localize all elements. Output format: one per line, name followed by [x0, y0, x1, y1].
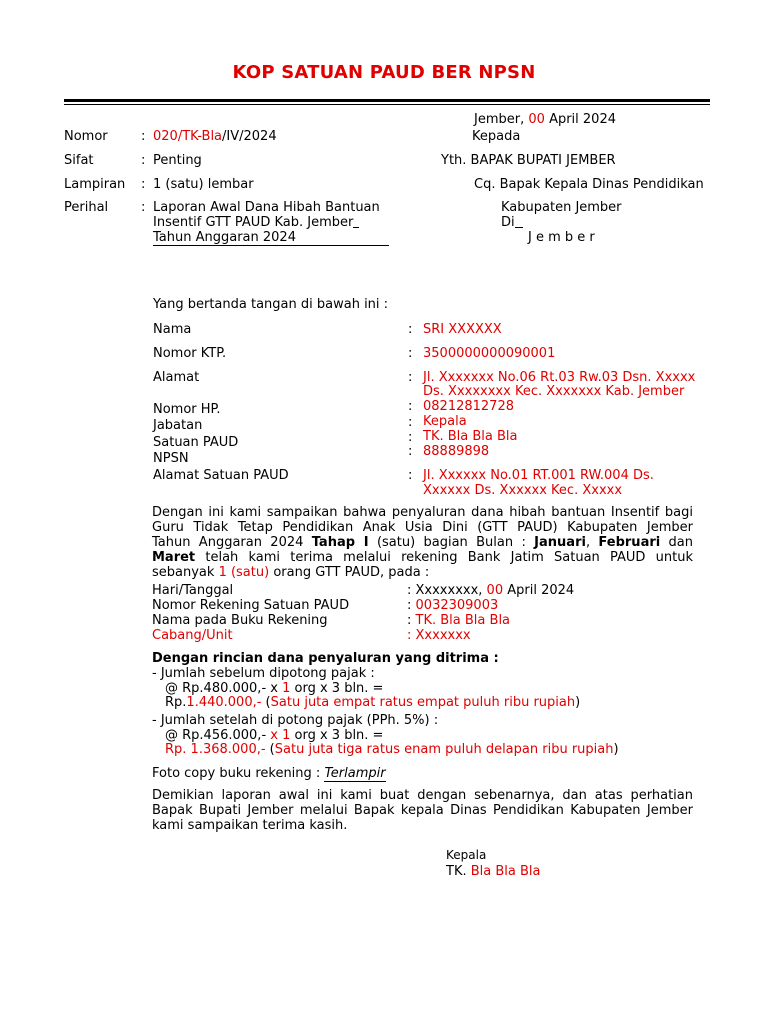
letterhead-divider-thick	[64, 99, 710, 102]
perihal-line-2: Insentif GTT PAUD Kab. Jember	[153, 215, 359, 230]
cabang-value: : Xxxxxxx	[407, 628, 471, 643]
paragraph-line: Guru Tidak Tetap Pendidikan Anak Usia Dini (GTT PAUD) Kabupaten Jember	[152, 520, 693, 535]
hp-value: 08212812728	[423, 399, 514, 414]
paragraph-line: Maret telah kami terima melalui rekening Bank Jatim Satuan PAUD untuk	[152, 550, 693, 565]
cabang-label: Cabang/Unit	[152, 628, 233, 643]
nama-buku-value: : TK. Bla Bla Bla	[407, 613, 511, 628]
perihal-line-1: Laporan Awal Dana Hibah Bantuan	[153, 200, 380, 215]
tanggal-label: Hari/Tanggal	[152, 583, 234, 598]
paragraph-line: Tahun Anggaran 2024 Tahap I (satu) bagian Bulan : Januari, Februari dan	[152, 535, 694, 550]
recipient-di: Di	[501, 215, 523, 230]
nomor-label: Nomor	[64, 129, 108, 144]
intro-text: Yang bertanda tangan di bawah ini :	[153, 297, 389, 312]
nama-colon: :	[408, 322, 413, 337]
letterhead-title: KOP SATUAN PAUD BER NPSN	[232, 62, 536, 83]
lampiran-label: Lampiran	[64, 177, 126, 192]
ktp-value: 3500000000090001	[423, 346, 556, 361]
perihal-line-3: Tahun Anggaran 2024	[153, 230, 389, 246]
recipient-yth: Yth. BAPAK BUPATI JEMBER	[441, 153, 616, 168]
npsn-label: NPSN	[153, 451, 189, 466]
alamat-label: Alamat	[153, 370, 200, 385]
nama-value: SRI XXXXXX	[423, 322, 502, 337]
attachment-line: Foto copy buku rekening : Terlampir	[152, 766, 386, 781]
satuan-label: Satuan PAUD	[153, 435, 239, 450]
rincian-after-label: - Jumlah setelah di potong pajak (PPh. 5%) :	[152, 713, 439, 728]
alamat-satuan-colon: :	[408, 468, 413, 483]
alamat-satuan-label: Alamat Satuan PAUD	[153, 468, 289, 483]
rekening-value: : 0032309003	[407, 598, 499, 613]
hp-label: Nomor HP.	[153, 402, 221, 417]
nama-label: Nama	[153, 322, 192, 337]
alamat-satuan-line-1: Jl. Xxxxxx No.01 RT.001 RW.004 Ds.	[423, 468, 654, 483]
rekening-label: Nomor Rekening Satuan PAUD	[152, 598, 350, 613]
sifat-colon: :	[141, 153, 146, 168]
sifat-value: Penting	[153, 153, 202, 168]
alamat-satuan-line-2: Xxxxxx Ds. Xxxxxx Kec. Xxxxx	[423, 483, 623, 498]
closing-line: Demikian laporan awal ini kami buat dengan sebenarnya, dan atas perhatian	[152, 788, 693, 803]
perihal-colon: :	[141, 200, 146, 215]
rincian-before-total: Rp.1.440.000,- (Satu juta empat ratus empat puluh ribu rupiah)	[165, 695, 581, 710]
signature-org: TK. Bla Bla Bla	[446, 864, 541, 879]
recipient-kepada: Kepada	[472, 129, 521, 144]
ktp-label: Nomor KTP.	[153, 346, 227, 361]
nomor-colon: :	[141, 129, 146, 144]
satuan-colon: :	[408, 430, 413, 445]
alamat-colon: :	[408, 370, 413, 385]
lampiran-value: 1 (satu) lembar	[153, 177, 254, 192]
alamat-line-2: Ds. Xxxxxxxx Kec. Xxxxxxx Kab. Jember	[423, 384, 685, 399]
paragraph-line: sebanyak 1 (satu) orang GTT PAUD, pada :	[152, 565, 430, 580]
jabatan-label: Jabatan	[153, 418, 203, 433]
sifat-label: Sifat	[64, 153, 94, 168]
closing-line: kami sampaikan terima kasih.	[152, 818, 348, 833]
letter-date: Jember, 00 April 2024	[474, 112, 616, 127]
paragraph-line: Dengan ini kami sampaikan bahwa penyaluran dana hibah bantuan Insentif bagi	[152, 505, 693, 520]
rincian-before-calc: @ Rp.480.000,- x 1 org x 3 bln. =	[165, 681, 384, 696]
jabatan-colon: :	[408, 415, 413, 430]
nama-buku-label: Nama pada Buku Rekening	[152, 613, 328, 628]
signature-title: Kepala	[446, 848, 487, 862]
closing-line: Bapak Bupati Jember melalui Bapak kepala Dinas Pendidikan Kabupaten Jember	[152, 803, 693, 818]
paragraph-closing	[152, 788, 693, 833]
npsn-colon: :	[408, 444, 413, 459]
nomor-value: 020/TK-Bla/IV/2024	[153, 129, 277, 144]
recipient-city: J e m b e r	[528, 230, 595, 245]
tanggal-value: : Xxxxxxxx, 00 April 2024	[407, 583, 575, 598]
rincian-after-total: Rp. 1.368.000,- (Satu juta tiga ratus enam puluh delapan ribu rupiah)	[165, 742, 619, 757]
recipient-kabupaten: Kabupaten Jember	[501, 200, 622, 215]
letterhead-divider-thin	[64, 104, 710, 105]
satuan-value: TK. Bla Bla Bla	[423, 429, 518, 444]
lampiran-colon: :	[141, 177, 146, 192]
alamat-line-1: Jl. Xxxxxxx No.06 Rt.03 Rw.03 Dsn. Xxxxx	[423, 370, 696, 385]
recipient-cq: Cq. Bapak Kepala Dinas Pendidikan	[474, 177, 704, 192]
paragraph-penyaluran	[152, 505, 693, 580]
perihal-label: Perihal	[64, 200, 109, 215]
ktp-colon: :	[408, 346, 413, 361]
hp-colon: :	[408, 399, 413, 414]
rincian-after-calc: @ Rp.456.000,- x 1 org x 3 bln. =	[165, 728, 384, 743]
npsn-value: 88889898	[423, 444, 490, 459]
rincian-heading: Dengan rincian dana penyaluran yang ditrima :	[152, 651, 499, 666]
rincian-before-label: - Jumlah sebelum dipotong pajak :	[152, 666, 375, 681]
jabatan-value: Kepala	[423, 414, 467, 429]
